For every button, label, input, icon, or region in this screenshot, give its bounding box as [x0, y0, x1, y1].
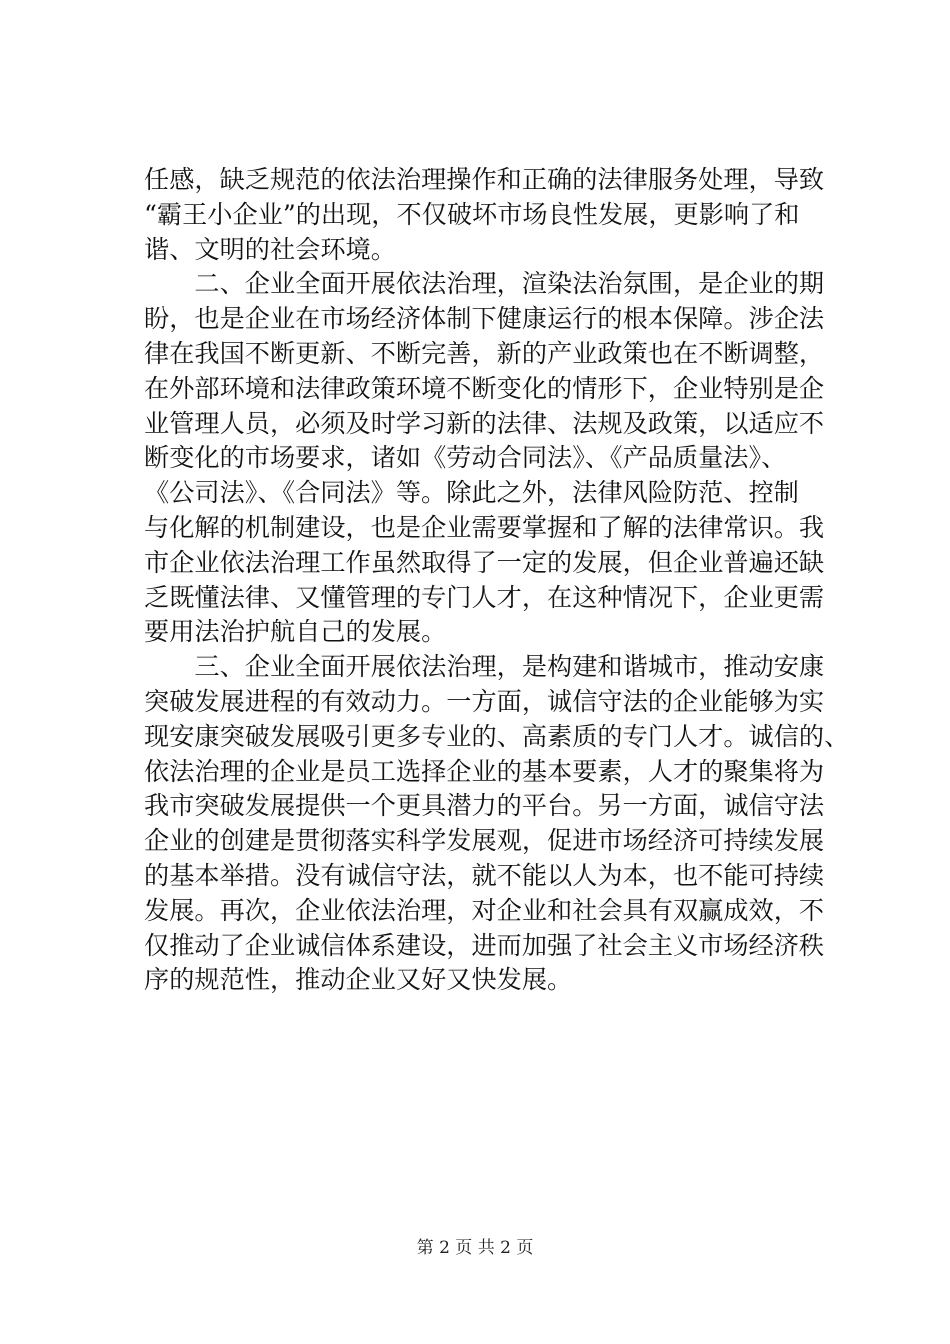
text-line: 乏既懂法律、又懂管理的专门人才，在这种情况下，企业更需 — [144, 582, 825, 612]
text-line: 仅推动了企业诚信体系建设，进而加强了社会主义市场经济秩 — [144, 930, 825, 960]
text-line: 要用法治护航自己的发展。 — [144, 617, 447, 647]
text-line: 业管理人员，必须及时学习新的法律、法规及政策，以适应不 — [144, 408, 825, 438]
text-line: 序的规范性，推动企业又好又快发展。 — [144, 965, 573, 995]
text-line: “霸王小企业”的出现，不仅破坏市场良性发展，更影响了和 — [144, 199, 800, 229]
text-line: 与化解的机制建设，也是企业需要掌握和了解的法律常识。我 — [144, 512, 825, 542]
text-line: 任感，缺乏规范的依法治理操作和正确的法律服务处理，导致 — [144, 165, 825, 194]
body-text — [144, 163, 850, 998]
text-line: 三、企业全面开展依法治理，是构建和谐城市，推动安康 — [144, 652, 825, 682]
text-line: 二、企业全面开展依法治理，渲染法治氛围，是企业的期 — [144, 269, 825, 299]
page-number-footer: 第 2 页 共 2 页 — [416, 1238, 534, 1258]
text-line: 企业的创建是贯彻落实科学发展观，促进市场经济可持续发展 — [144, 826, 825, 856]
text-line: 的基本举措。没有诚信守法，就不能以人为本，也不能可持续 — [144, 860, 825, 890]
text-line: 谐、文明的社会环境。 — [144, 234, 396, 264]
text-line: 盼，也是企业在市场经济体制下健康运行的根本保障。涉企法 — [144, 304, 825, 334]
text-line: 发展。再次，企业依法治理，对企业和社会具有双赢成效，不 — [144, 895, 825, 925]
text-line: 现安康突破发展吸引更多专业的、高素质的专门人才。诚信的、 — [144, 721, 850, 751]
text-line: 《公司法》、《合同法》等。除此之外，法律风险防范、控制 — [144, 478, 799, 508]
text-line: 突破发展进程的有效动力。一方面，诚信守法的企业能够为实 — [144, 686, 825, 716]
text-line: 我市突破发展提供一个更具潜力的平台。另一方面，诚信守法 — [144, 791, 825, 821]
text-line: 市企业依法治理工作虽然取得了一定的发展，但企业普遍还缺 — [144, 547, 825, 577]
text-line: 断变化的市场要求，诸如《劳动合同法》、《产品质量法》、 — [144, 443, 787, 473]
text-line: 在外部环境和法律政策环境不断变化的情形下，企业特别是企 — [144, 373, 825, 403]
text-line: 依法治理的企业是员工选择企业的基本要素，人才的聚集将为 — [144, 756, 825, 786]
text-line: 律在我国不断更新、不断完善，新的产业政策也在不断调整， — [144, 338, 825, 368]
